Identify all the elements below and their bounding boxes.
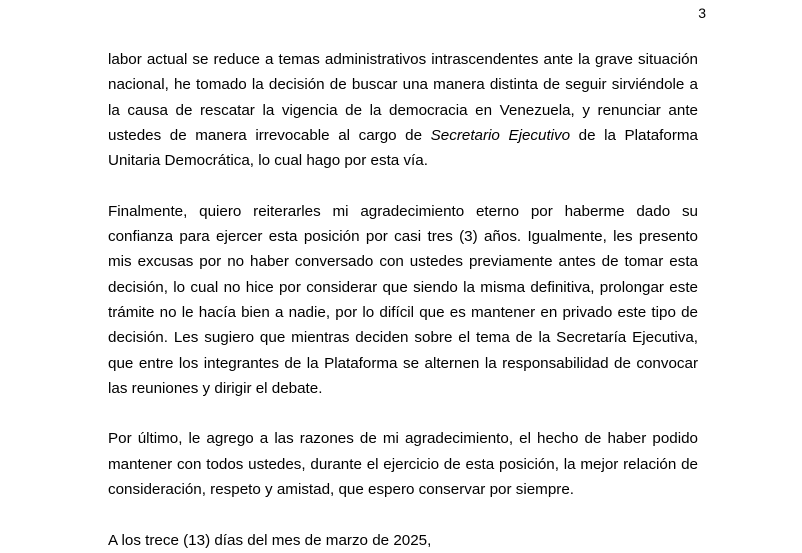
paragraph-resignation-text-start: labor actual se reduce a temas administrativos intrascendentes ante la grave situación nacional, he tomado la decisión de buscar una manera distinta de seguir sirviéndole a la causa de rescatar la vigencia de la democracia en Venezuela, y renunciar ante ustedes de manera irrevocable al cargo de (108, 51, 698, 144)
paragraph-date: A los trece (13) días del mes de marzo de 2025, (108, 531, 432, 549)
position-title: Secretario Ejecutivo (430, 126, 571, 144)
paragraph-closing-thanks: Por último, le agrego a las razones de mi agradecimiento, el hecho de haber podido mantener con todos ustedes, durante el ejercicio de esta posición, la mejor relación de consideración, respeto y amistad, que espero conservar por siempre. (108, 430, 698, 499)
paragraph-gratitude: Finalmente, quiero reiterarles mi agradecimiento eterno por haberme dado su confianza para ejercer esta posición por casi tres (3) años. Igualmente, les presento mis excusas por no haber conversado con ustedes previamente antes de tomar esta decisión, lo cual no hice por considerar que siendo la misma definitiva, prolongar este trámite no le hacía bien a nadie, por lo difícil que es mantener en privado este tipo de decisión. Les sugiero que mientras deciden sobre el tema de la Secretaría Ejecutiva, que entre los integrantes de la Plataforma se alternen la responsabilidad de convocar las reuniones y dirigir el debate. (108, 202, 698, 397)
document-body (108, 47, 698, 553)
page-number: 3 (698, 5, 706, 21)
paragraph-resignation-text-end: de la Plataforma Unitaria Democrática, lo cual hago por esta vía. (108, 126, 698, 170)
paragraph-resignation (108, 47, 698, 173)
